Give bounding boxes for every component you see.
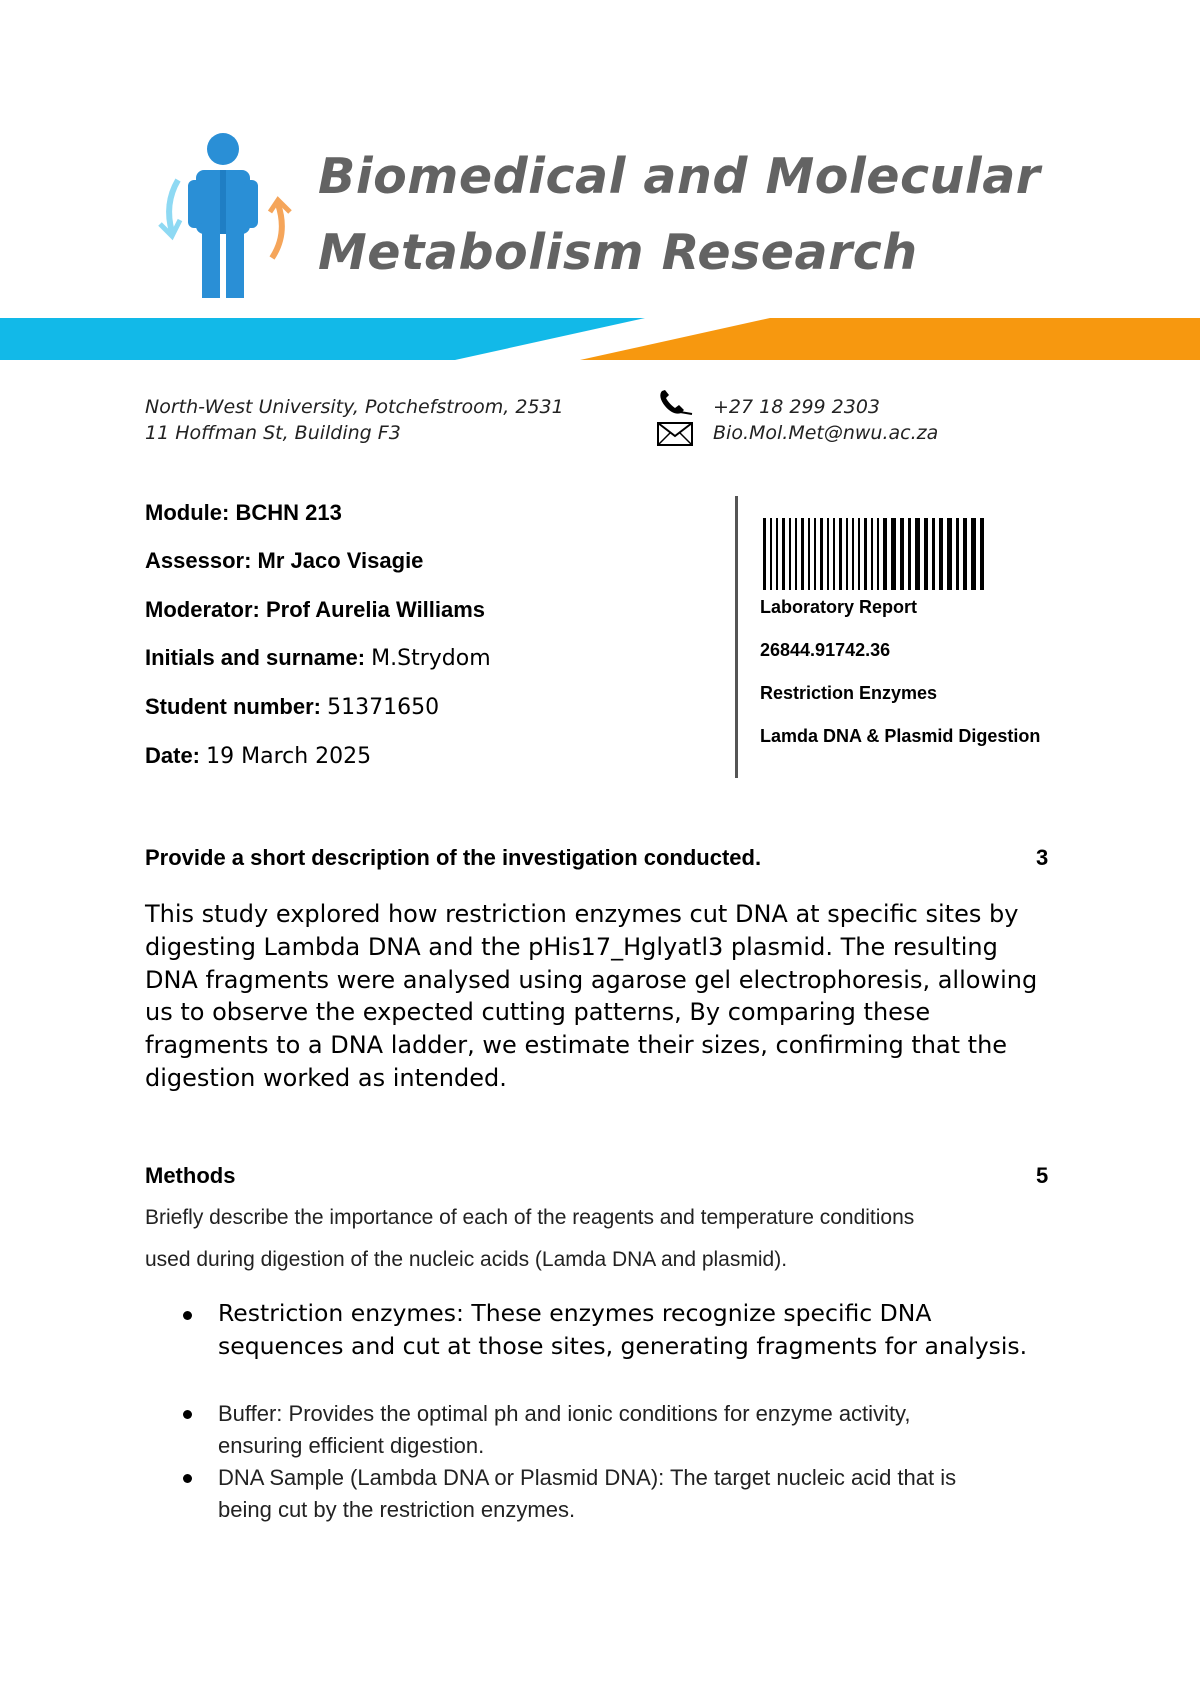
- barcode-bar: [963, 518, 967, 590]
- initials-row: [145, 645, 491, 671]
- barcode-bar: [908, 518, 911, 590]
- barcode-bar: [852, 518, 854, 590]
- assessor-row: [145, 548, 423, 574]
- bullet-line: ensuring efficient digestion.: [218, 1433, 485, 1458]
- barcode-bar: [770, 518, 772, 590]
- bullet-line: DNA Sample (Lambda DNA or Plasmid DNA): The target nucleic acid that is: [218, 1465, 957, 1490]
- report-subtitle: Lamda DNA & Plasmid Digestion: [760, 726, 1041, 746]
- barcode-bar: [820, 518, 823, 590]
- moderator-value: Prof Aurelia Williams: [266, 597, 486, 622]
- bullet-dot: [183, 1410, 192, 1419]
- barcode-bar: [782, 518, 785, 590]
- barcode-bar: [932, 518, 935, 590]
- answer-line: DNA fragments were analysed using agarose gel electrophoresis, allowing: [145, 965, 1038, 994]
- bullet-line: sequences and cut at those sites, generating fragments for analysis.: [218, 1331, 1028, 1360]
- divider-line: [735, 496, 738, 778]
- assessor-value: Mr Jaco Visagie: [257, 548, 424, 573]
- barcode-bar: [789, 518, 791, 590]
- date-value: 19 March 2025: [206, 744, 372, 769]
- header-title-line1: Biomedical and Molecular: [318, 148, 1041, 205]
- barcode-bar: [883, 518, 887, 590]
- barcode-bar: [839, 518, 842, 590]
- header-title-line2: Metabolism Research: [318, 224, 918, 281]
- barcode-bar: [814, 518, 816, 590]
- instruction-line: Briefly describe the importance of each of the reagents and temperature conditions: [145, 1206, 915, 1229]
- logo: [150, 132, 300, 302]
- student-number-value: 51371650: [327, 695, 440, 720]
- bullet-item: [218, 1398, 1078, 1462]
- barcode-bar: [846, 518, 848, 590]
- barcode-bar: [871, 518, 873, 590]
- date-label: Date:: [145, 743, 207, 768]
- barcode-bar: [827, 518, 829, 590]
- barcode-bar: [915, 518, 920, 590]
- envelope-icon: [656, 420, 694, 448]
- barcode-bar: [858, 518, 860, 590]
- student-number-label: Student number:: [145, 694, 328, 719]
- module-label: Module:: [145, 500, 236, 525]
- barcode-bar: [801, 518, 804, 590]
- section2-heading: Methods: [145, 1163, 236, 1188]
- report-type: Laboratory Report: [760, 597, 918, 617]
- barcode-bar: [980, 518, 984, 590]
- initials-label: Initials and surname:: [145, 645, 372, 670]
- address-line2: 11 Hoffman St, Building F3: [145, 422, 401, 444]
- section1-heading: Provide a short description of the investigation conducted.: [145, 845, 762, 870]
- answer-line: fragments to a DNA ladder, we estimate their sizes, confirming that the: [145, 1031, 1008, 1060]
- barcode-bar: [956, 518, 959, 590]
- answer-line: digesting Lambda DNA and the pHis17_Hglyatl3 plasmid. The resulting: [145, 932, 998, 961]
- email-address: Bio.Mol.Met@nwu.ac.za: [713, 422, 939, 444]
- date-row: [145, 743, 371, 769]
- barcode-bar: [939, 518, 943, 590]
- section1-marks: 3: [1036, 845, 1049, 870]
- barcode: [761, 518, 1005, 590]
- barcode-bar: [776, 518, 778, 590]
- phone-number: +27 18 299 2303: [713, 396, 881, 418]
- barcode-bar: [900, 518, 904, 590]
- barcode-bar: [891, 518, 896, 590]
- barcode-bar: [971, 518, 976, 590]
- barcode-bar: [808, 518, 810, 590]
- barcode-bar: [864, 518, 867, 590]
- bullet-dot: [183, 1474, 192, 1483]
- section2-marks: 5: [1036, 1163, 1049, 1188]
- answer-line: us to observe the expected cutting patterns, By comparing these: [145, 998, 931, 1027]
- bullet-line: Restriction enzymes: These enzymes recognize specific DNA: [218, 1299, 932, 1327]
- bullet-dot: [183, 1311, 192, 1320]
- bullet-item: [218, 1462, 1078, 1526]
- report-topic: Restriction Enzymes: [760, 683, 938, 703]
- section1-answer: [145, 898, 1065, 1095]
- report-code: 26844.91742.36: [760, 640, 891, 660]
- module-value: BCHN 213: [235, 500, 342, 525]
- moderator-label: Moderator:: [145, 597, 266, 622]
- barcode-bar: [877, 518, 879, 590]
- answer-line: digestion worked as intended.: [145, 1063, 507, 1092]
- header-banner: [0, 316, 1200, 364]
- moderator-row: [145, 597, 485, 623]
- barcode-bar: [833, 518, 835, 590]
- barcode-bar: [795, 518, 797, 590]
- bullet-item: [218, 1297, 1078, 1362]
- module-row: [145, 500, 342, 526]
- bullet-line: Buffer: Provides the optimal ph and ionic conditions for enzyme activity,: [218, 1401, 911, 1426]
- barcode-bar: [763, 518, 766, 590]
- phone-icon: [656, 388, 694, 416]
- barcode-bar: [924, 518, 928, 590]
- barcode-bar: [947, 518, 952, 590]
- assessor-label: Assessor:: [145, 548, 258, 573]
- instruction-line: used during digestion of the nucleic acids (Lamda DNA and plasmid).: [145, 1248, 788, 1271]
- answer-line: This study explored how restriction enzymes cut DNA at specific sites by: [145, 900, 1019, 928]
- address-line1: North-West University, Potchefstroom, 2531: [145, 396, 564, 418]
- initials-value: M.Strydom: [371, 646, 491, 671]
- student-number-row: [145, 694, 439, 720]
- bullet-line: being cut by the restriction enzymes.: [218, 1497, 576, 1522]
- section2-instruction: [145, 1197, 1065, 1281]
